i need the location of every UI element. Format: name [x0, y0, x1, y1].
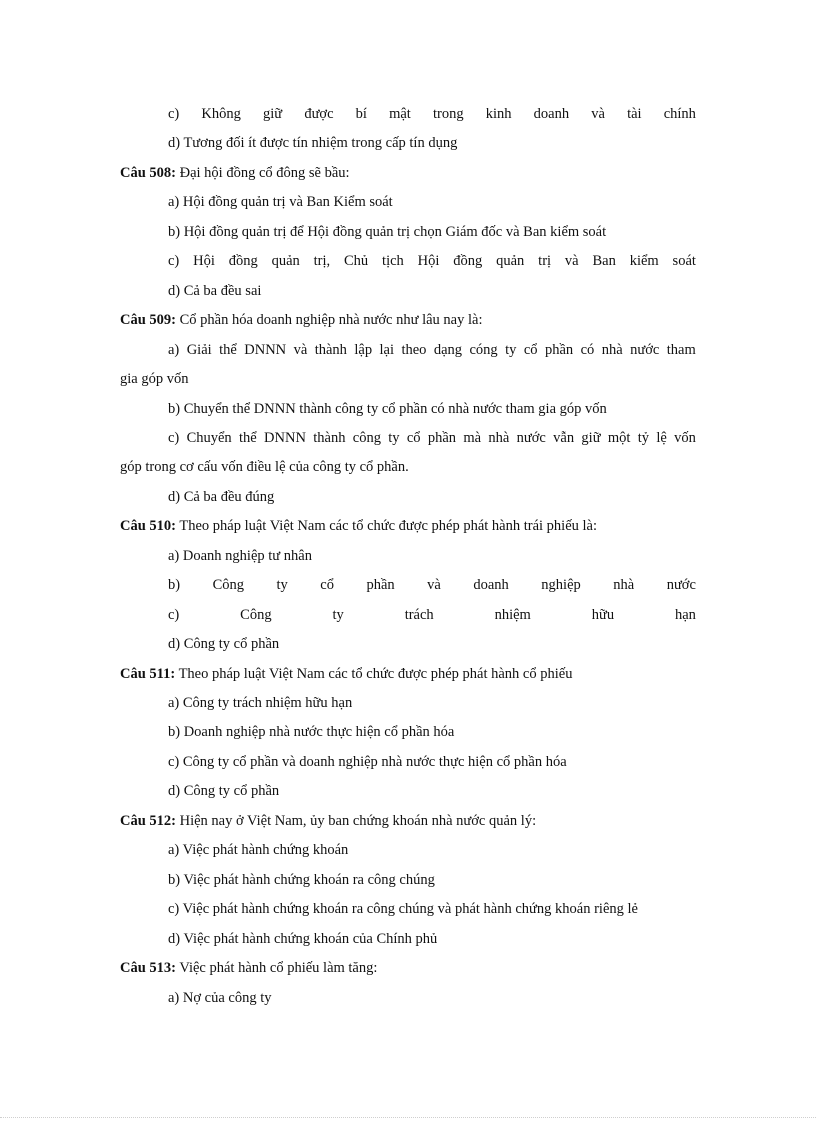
option-word: thành — [314, 341, 347, 358]
option-word: Giải — [186, 341, 212, 358]
option-word: tài — [627, 106, 642, 122]
question-text: Theo pháp luật Việt Nam các tổ chức được phép phát hành cổ phiếu — [175, 665, 573, 682]
answer-option: a) Việc phát hành chứng khoán — [168, 842, 349, 859]
option-word: theo — [401, 341, 427, 358]
question-line — [120, 163, 696, 183]
option-word: Ban — [592, 253, 616, 270]
option-word: nước — [666, 577, 696, 594]
option-word: và — [591, 106, 605, 122]
option-word: cổ — [406, 429, 421, 446]
answer-option: d) Tương đối ít được tín nhiệm trong cấp tín dụng — [168, 135, 458, 152]
question-text: Theo pháp luật Việt Nam các tổ chức được phép phát hành trái phiếu là: — [176, 518, 597, 535]
answer-option: d) Công ty cổ phần — [168, 636, 280, 653]
option-word: thể — [239, 429, 257, 446]
option-word: nghiệp — [541, 577, 581, 594]
answer-option: d) Cả ba đều sai — [168, 282, 262, 299]
option-word: mật — [389, 106, 411, 122]
option-word: dạng — [433, 341, 463, 358]
option-word: bí — [355, 106, 367, 122]
answer-option — [168, 575, 696, 595]
answer-option — [168, 251, 696, 271]
question-number: Câu 513: — [120, 960, 176, 977]
question-line — [120, 958, 696, 978]
option-word: phần — [544, 341, 574, 358]
question-line — [120, 664, 696, 684]
option-word: soát — [672, 253, 696, 270]
answer-option: b) Hội đồng quản trị để Hội đồng quản trị chọn Giám đốc và Ban kiểm soát — [168, 223, 607, 240]
option-word: ty — [276, 577, 288, 594]
option-word: nhà — [613, 577, 635, 594]
option-word: DNNN — [264, 429, 306, 446]
option-word: Hội — [193, 253, 215, 270]
question-text: Cổ phần hóa doanh nghiệp nhà nước như lâu nay là: — [176, 312, 483, 329]
answer-option: a) Nợ của công ty — [168, 989, 272, 1006]
option-word: giữ — [581, 429, 601, 446]
option-word: đồng — [228, 253, 258, 270]
option-word: mà — [463, 429, 482, 446]
option-word: hạn — [675, 606, 696, 623]
option-word: doanh — [473, 577, 509, 594]
option-word: quản — [271, 253, 300, 270]
option-word: ty — [505, 341, 517, 358]
option-word: trị, — [313, 253, 331, 270]
option-word: DNNN — [244, 341, 287, 358]
option-word: phần — [366, 577, 395, 594]
option-word: ty — [332, 606, 344, 623]
option-word: nhiệm — [494, 606, 531, 623]
option-word: công — [352, 429, 381, 446]
option-word: tịch — [382, 253, 404, 270]
continuation-line: góp trong cơ cấu vốn điều lệ của công ty cổ phần. — [120, 459, 409, 476]
question-number: Câu 512: — [120, 812, 176, 829]
option-word: nước — [516, 429, 546, 446]
question-text: Việc phát hành cổ phiếu làm tăng: — [176, 960, 378, 977]
answer-option: c) Việc phát hành chứng khoán ra công chúng và phát hành chứng khoán riêng lẻ — [168, 901, 638, 918]
option-word: phần — [427, 429, 457, 446]
answer-option: a) Doanh nghiệp tư nhân — [168, 547, 312, 564]
question-line — [120, 516, 696, 536]
option-word: nước — [630, 341, 660, 358]
option-word: Chủ — [344, 253, 369, 270]
option-word: c) — [168, 253, 180, 270]
option-word: a) — [168, 341, 180, 358]
page-bottom-divider — [0, 1117, 816, 1118]
option-word: Công — [240, 606, 272, 623]
answer-option: d) Việc phát hành chứng khoán của Chính phủ — [168, 930, 438, 947]
option-word: và — [293, 341, 308, 358]
question-number: Câu 508: — [120, 164, 176, 181]
option-word: trị — [538, 253, 552, 270]
option-word: c) — [168, 429, 180, 446]
option-word: cổ — [320, 577, 334, 594]
answer-option: a) Công ty trách nhiệm hữu hạn — [168, 695, 353, 711]
option-word: b) — [168, 577, 181, 594]
question-number: Câu 510: — [120, 518, 176, 535]
option-word: đồng — [453, 253, 483, 270]
option-word: giữ — [263, 106, 283, 122]
question-number: Câu 511: — [120, 665, 176, 682]
option-word: c) — [168, 106, 180, 122]
option-word: tham — [666, 341, 696, 358]
option-word: và — [564, 253, 579, 270]
answer-option: b) Chuyển thể DNNN thành công ty cổ phần có nhà nước tham gia góp vốn — [168, 400, 607, 417]
option-word: hữu — [591, 606, 615, 623]
option-word: trong — [432, 106, 464, 122]
option-word: trách — [404, 606, 434, 623]
option-word: ty — [388, 429, 400, 446]
answer-option: c) Công ty cổ phần và doanh nghiệp nhà nước thực hiện cổ phần hóa — [168, 753, 567, 770]
option-word: lệ — [656, 429, 667, 446]
option-word: Không — [201, 106, 241, 122]
question-text: Hiện nay ở Việt Nam, ủy ban chứng khoán nhà nước quản lý: — [176, 812, 537, 829]
option-word: một — [607, 429, 631, 446]
answer-option — [168, 605, 696, 625]
answer-option: a) Hội đồng quản trị và Ban Kiểm soát — [168, 194, 393, 211]
question-number: Câu 509: — [120, 312, 176, 329]
option-word: quản — [496, 253, 525, 270]
option-word: thể — [219, 341, 237, 358]
option-word: cóng — [469, 341, 498, 358]
option-word: kinh — [485, 106, 512, 122]
question-text: Đại hội đồng cổ đông sẽ bầu: — [176, 164, 350, 181]
question-line — [120, 310, 696, 330]
answer-option: b) Doanh nghiệp nhà nước thực hiện cổ phần hóa — [168, 724, 455, 741]
continuation-line: gia góp vốn — [120, 371, 189, 388]
question-line — [120, 811, 696, 831]
option-word: lập — [354, 341, 373, 358]
answer-option — [168, 104, 696, 124]
option-word: Chuyển — [186, 429, 232, 446]
option-word: nhà — [488, 429, 510, 446]
option-word: kiểm — [629, 253, 659, 270]
answer-option: b) Việc phát hành chứng khoán ra công chúng — [168, 871, 435, 888]
option-word: và — [427, 577, 441, 594]
option-word: nhà — [601, 341, 623, 358]
option-word: Hội — [417, 253, 440, 270]
answer-option — [168, 340, 696, 360]
option-word: vốn — [674, 429, 696, 446]
option-word: lại — [379, 341, 395, 358]
option-word: cổ — [523, 341, 538, 358]
option-word: chính — [663, 106, 696, 122]
option-word: tỷ — [637, 429, 650, 446]
answer-option: d) Cả ba đều đúng — [168, 488, 275, 505]
option-word: được — [304, 106, 334, 122]
option-word: thành — [313, 429, 346, 446]
option-word: vẫn — [553, 429, 575, 446]
answer-option: d) Công ty cổ phần — [168, 783, 280, 800]
option-word: Công — [212, 577, 245, 594]
option-word: doanh — [533, 106, 570, 122]
option-word: c) — [168, 606, 180, 623]
answer-option — [168, 428, 696, 448]
option-word: có — [580, 341, 595, 358]
